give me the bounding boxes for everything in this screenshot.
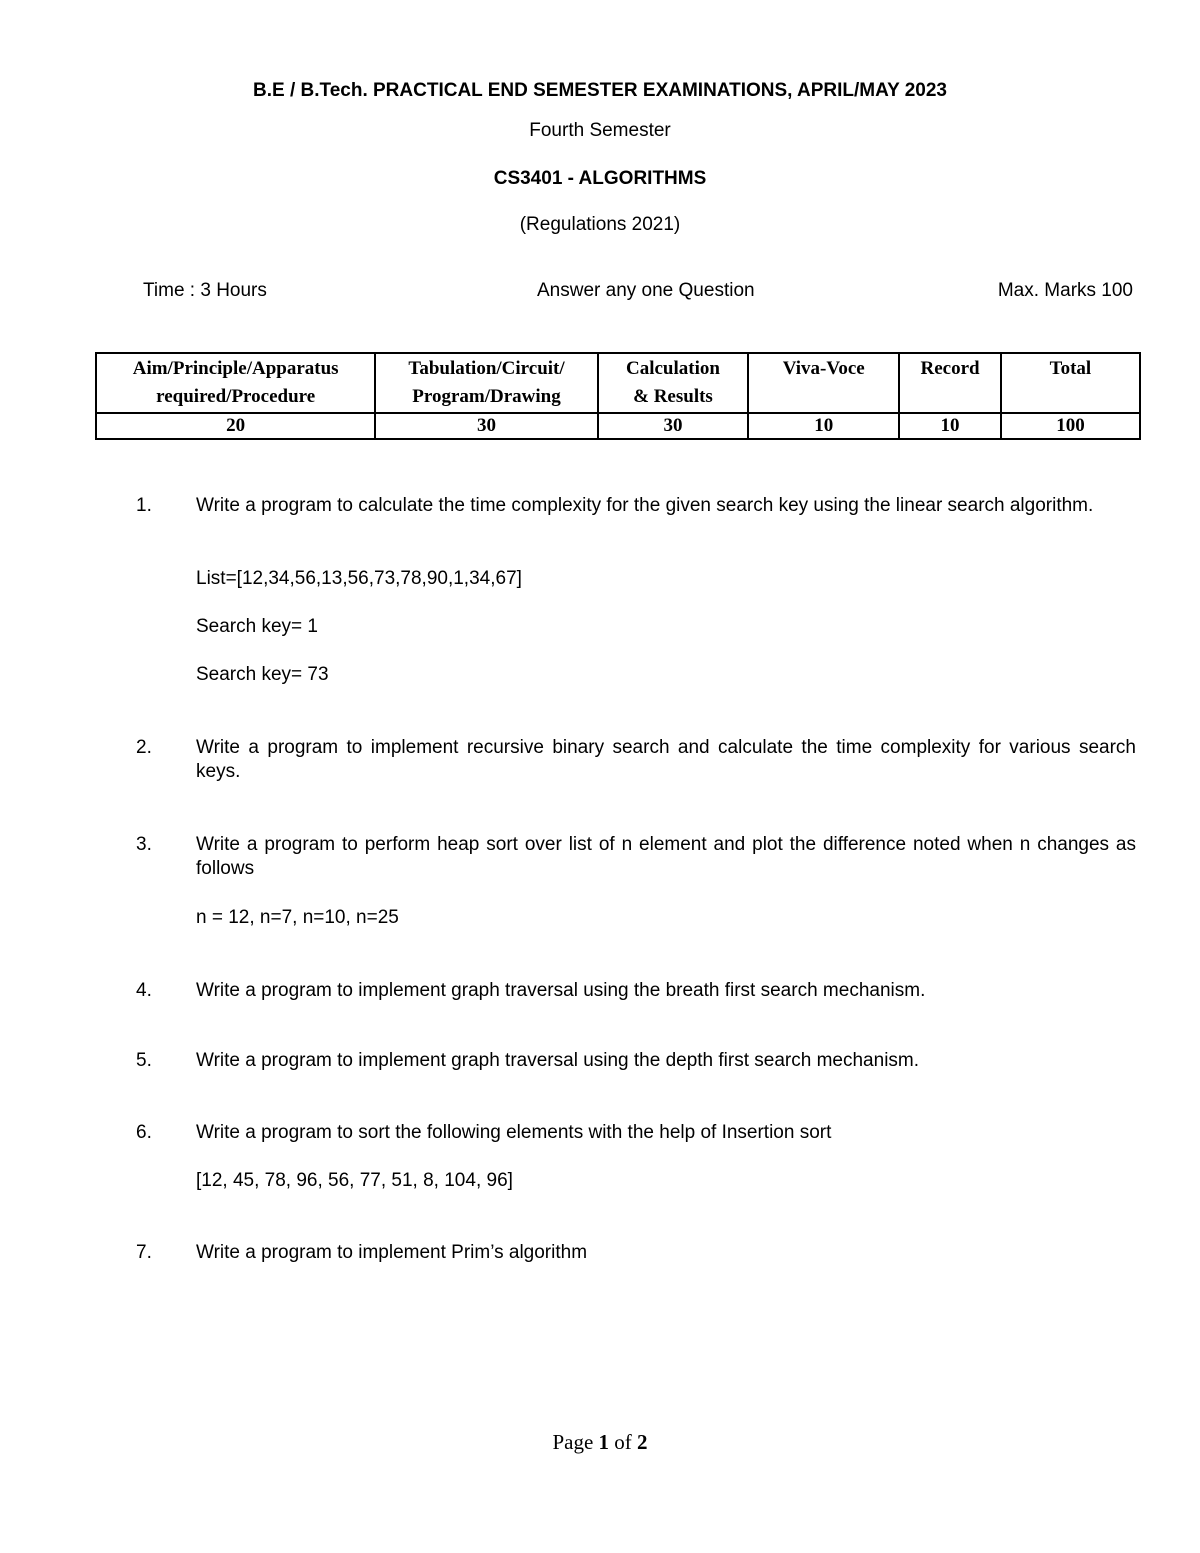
question-number: 1. [136,495,152,516]
question-6-elements: [12, 45, 78, 96, 56, 77, 51, 8, 104, 96] [196,1170,513,1191]
total-pages: 2 [637,1430,648,1454]
table-cell: 30 [375,413,597,439]
table-header-cell [96,353,375,413]
header-line: & Results [633,386,713,407]
question-number: 2. [136,737,152,758]
question-1-search-key-1: Search key= 1 [196,616,318,637]
table-header-cell [899,353,1001,413]
max-marks: Max. Marks 100 [997,280,1133,301]
marks-distribution-table [95,352,1141,440]
page-footer [0,1430,1200,1455]
table-cell: 10 [748,413,899,439]
page-number: 1 [598,1430,610,1454]
exam-duration: Time : 3 Hours [143,280,267,301]
header-line: Aim/Principle/Apparatus [132,358,339,379]
question-number: 6. [136,1122,152,1143]
table-cell: 30 [598,413,749,439]
table-cell: 20 [96,413,375,439]
table-header-cell [375,353,597,413]
question-text: Write a program to implement recursive binary search and calculate the time complexity for various search keys. [196,737,1136,782]
question-1-search-key-2: Search key= 73 [196,664,329,685]
question-number: 7. [136,1242,152,1263]
header-line: Record [920,358,980,379]
header-line: Total [1049,358,1092,379]
question-text: Write a program to perform heap sort over list of n element and plot the difference noted when n changes as follows [196,834,1136,879]
table-header-cell [748,353,899,413]
semester-label: Fourth Semester [529,120,671,141]
question-number: 4. [136,980,152,1001]
question-number: 3. [136,834,152,855]
question-number: 5. [136,1050,152,1071]
table-header-cell [598,353,749,413]
table-cell: 100 [1001,413,1140,439]
header-line: Tabulation/Circuit/ [408,358,565,379]
question-1-list: List=[12,34,56,13,56,73,78,90,1,34,67] [196,568,522,589]
regulations-label: (Regulations 2021) [519,214,681,235]
exam-instruction: Answer any one Question [537,280,755,301]
page-label: Page [552,1430,594,1454]
question-text: Write a program to implement graph traversal using the breath first search mechanism. [196,980,926,1001]
header-line: Calculation [626,358,720,379]
header-line: Program/Drawing [412,386,561,407]
of-label: of [614,1430,632,1454]
header-line: Viva-Voce [782,358,865,379]
course-title: CS3401 - ALGORITHMS [493,168,707,189]
question-text: Write a program to implement Prim’s algorithm [196,1242,588,1263]
header-line: required/Procedure [156,386,316,407]
table-header-row [96,353,1140,413]
table-cell: 10 [899,413,1001,439]
question-3-values: n = 12, n=7, n=10, n=25 [196,907,399,928]
table-values-row [96,413,1140,439]
question-text: Write a program to calculate the time complexity for the given search key using the linear search algorithm. [196,495,1094,516]
table-header-cell [1001,353,1140,413]
question-text: Write a program to implement graph traversal using the depth first search mechanism. [196,1050,920,1071]
exam-title: B.E / B.Tech. PRACTICAL END SEMESTER EXAMINATIONS, APRIL/MAY 2023 [253,80,947,101]
question-text: Write a program to sort the following elements with the help of Insertion sort [196,1122,832,1143]
